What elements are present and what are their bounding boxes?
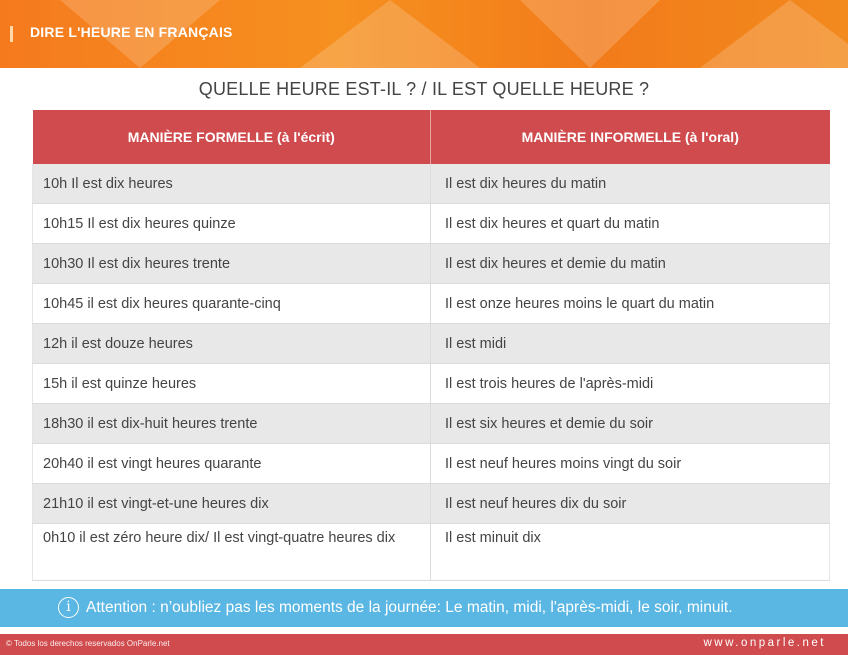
column-header-formal: MANIÈRE FORMELLE (à l'écrit) xyxy=(33,110,431,164)
table-header-row xyxy=(33,110,830,164)
formal-cell: 10h Il est dix heures xyxy=(33,164,431,204)
footer xyxy=(0,634,848,655)
page-title: QUELLE HEURE EST-IL ? / IL EST QUELLE HEURE ? xyxy=(198,79,650,99)
copyright-text: © Todos los derechos reservados OnParle.net xyxy=(6,639,170,648)
table-row xyxy=(33,204,830,244)
decorative-triangle xyxy=(300,0,480,68)
header-accent-bar xyxy=(10,26,13,42)
informal-cell: Il est neuf heures dix du soir xyxy=(431,484,830,524)
informal-cell: Il est dix heures du matin xyxy=(431,164,830,204)
informal-cell: Il est onze heures moins le quart du matin xyxy=(431,284,830,324)
table-row xyxy=(33,484,830,524)
informal-cell: Il est neuf heures moins vingt du soir xyxy=(431,444,830,484)
table-row xyxy=(33,284,830,324)
column-header-informal: MANIÈRE INFORMELLE (à l'oral) xyxy=(431,110,830,164)
header-title: DIRE L'HEURE EN FRANÇAIS xyxy=(30,24,233,40)
formal-cell: 18h30 il est dix-huit heures trente xyxy=(33,404,431,444)
table-row xyxy=(33,524,830,581)
info-icon: i xyxy=(58,597,79,618)
attention-banner xyxy=(0,589,848,627)
informal-cell: Il est midi xyxy=(431,324,830,364)
header-banner xyxy=(0,0,848,68)
table-row xyxy=(33,364,830,404)
website-link[interactable]: www.onparle.net xyxy=(703,637,826,649)
time-table xyxy=(32,110,830,581)
table-row xyxy=(33,404,830,444)
attention-text: Attention : n’oubliez pas les moments de la journée: Le matin, midi, l'après-midi, le soir, minuit. xyxy=(86,599,733,616)
informal-cell: Il est minuit dix xyxy=(431,524,830,581)
formal-cell: 12h il est douze heures xyxy=(33,324,431,364)
informal-cell: Il est six heures et demie du soir xyxy=(431,404,830,444)
informal-cell: Il est trois heures de l'après-midi xyxy=(431,364,830,404)
table-row xyxy=(33,444,830,484)
decorative-triangle xyxy=(700,0,848,68)
formal-cell: 20h40 il est vingt heures quarante xyxy=(33,444,431,484)
formal-cell: 21h10 il est vingt-et-une heures dix xyxy=(33,484,431,524)
table-row xyxy=(33,244,830,284)
formal-cell: 0h10 il est zéro heure dix/ Il est vingt-quatre heures dix xyxy=(33,524,431,581)
formal-cell: 15h il est quinze heures xyxy=(33,364,431,404)
table-row xyxy=(33,164,830,204)
formal-cell: 10h15 Il est dix heures quinze xyxy=(33,204,431,244)
formal-cell: 10h30 Il est dix heures trente xyxy=(33,244,431,284)
informal-cell: Il est dix heures et quart du matin xyxy=(431,204,830,244)
table-row xyxy=(33,324,830,364)
informal-cell: Il est dix heures et demie du matin xyxy=(431,244,830,284)
decorative-triangle xyxy=(520,0,660,68)
formal-cell: 10h45 il est dix heures quarante-cinq xyxy=(33,284,431,324)
